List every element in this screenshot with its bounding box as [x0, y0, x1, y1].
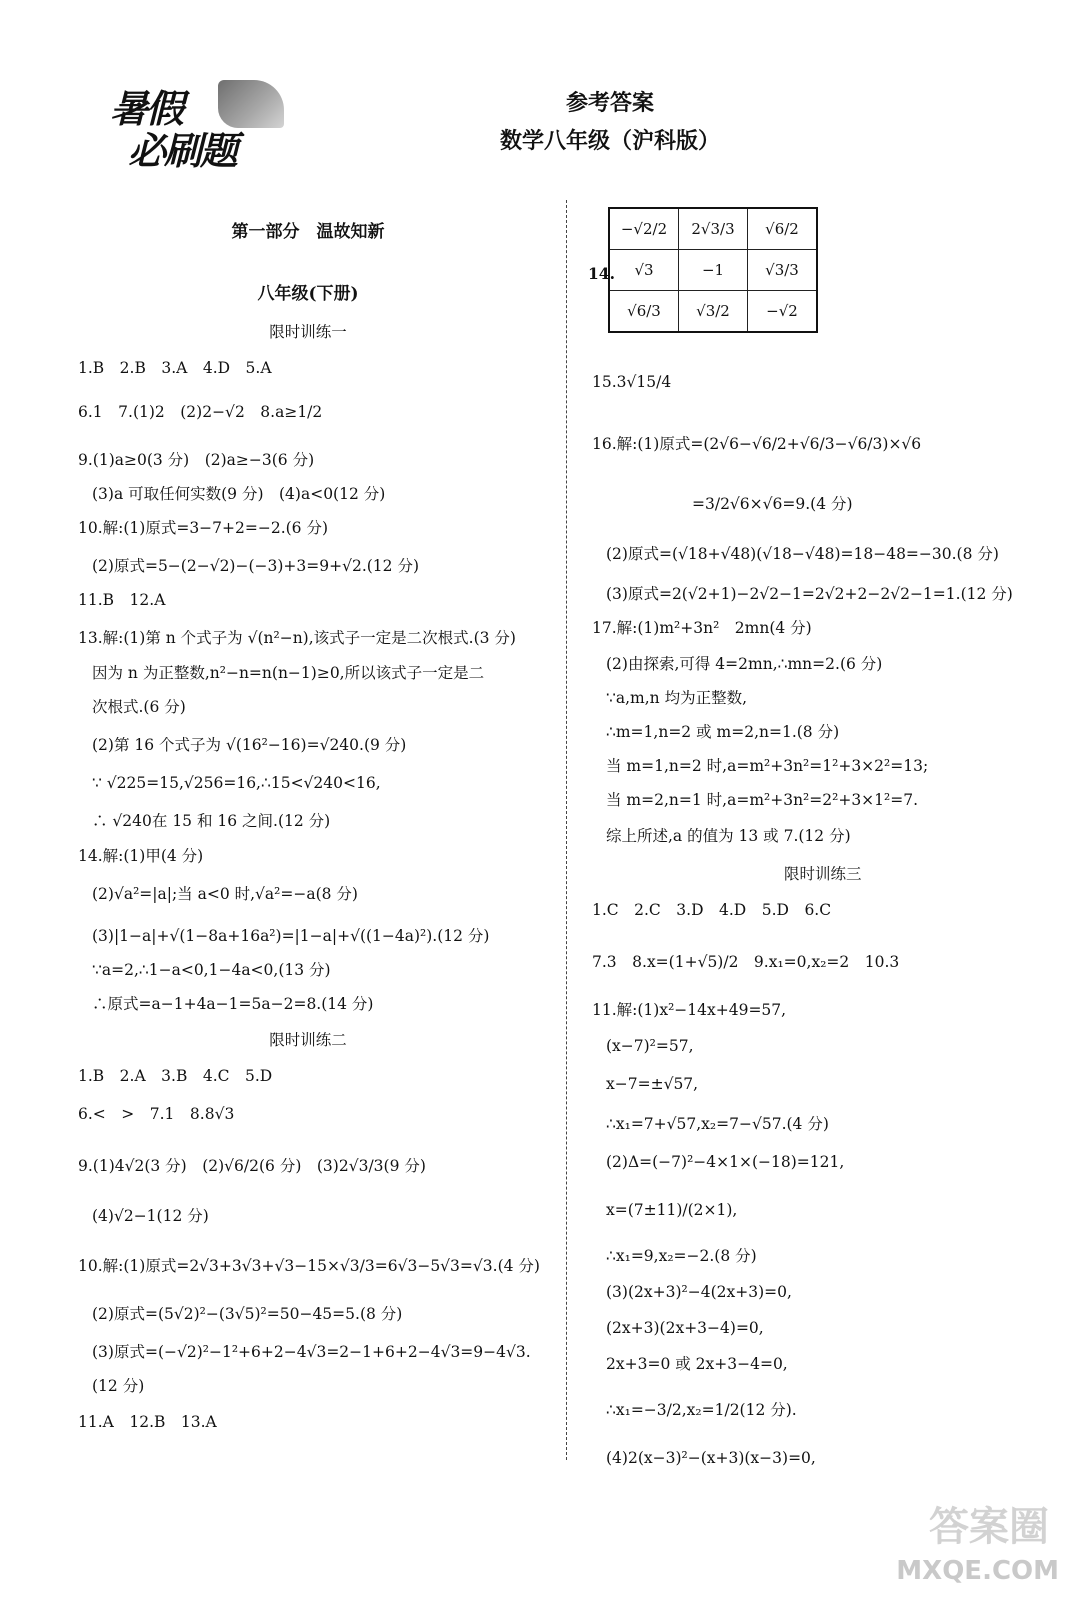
answer-line: ∴ √240在 15 和 16 之间.(12 分) — [92, 812, 331, 830]
answer-line: (2)第 16 个式子为 √(16²−16)=√240.(9 分) — [92, 736, 407, 754]
table-cell: √6/2 — [748, 208, 818, 250]
logo-line2: 必刷题 — [128, 129, 237, 173]
table-row — [609, 291, 817, 333]
answer-line: (2)√a²=|a|;当 a<0 时,√a²=−a(8 分) — [92, 885, 358, 903]
answer-line: (3)a 可取任何实数(9 分) (4)a<0(12 分) — [92, 485, 386, 503]
answer-line: ∴m=1,n=2 或 m=2,n=1.(8 分) — [606, 723, 840, 741]
answer-line: ∴x₁=9,x₂=−2.(8 分) — [606, 1247, 757, 1265]
table-cell: √3 — [609, 250, 679, 291]
watermark-url: MXQE.COM — [896, 1556, 1059, 1586]
answer-line: (3)|1−a|+√(1−8a+16a²)=|1−a|+√((1−4a)²).(12 分) — [92, 927, 490, 945]
answer-line: ∵a,m,n 均为正整数, — [606, 689, 747, 707]
table-cell: −√2 — [748, 291, 818, 333]
answer-line: 1.C 2.C 3.D 4.D 5.D 6.C — [592, 901, 832, 919]
answer-line: (2x+3)(2x+3−4)=0, — [606, 1319, 764, 1337]
answer-line: (4)√2−1(12 分) — [92, 1207, 209, 1225]
table-row — [609, 250, 817, 291]
answer-line: 综上所述,a 的值为 13 或 7.(12 分) — [606, 827, 851, 845]
header-title: 参考答案 — [565, 91, 654, 116]
table-cell: √6/3 — [609, 291, 679, 333]
answer-line: (2)原式=(√18+√48)(√18−√48)=18−48=−30.(8 分) — [606, 545, 999, 563]
table-cell: 2√3/3 — [679, 208, 748, 250]
answer-line: 7.3 8.x=(1+√5)/2 9.x₁=0,x₂=2 10.3 — [592, 953, 900, 971]
answer-line: 17.解:(1)m²+3n² 2mn(4 分) — [592, 619, 812, 637]
answer-line: (2)由探索,可得 4=2mn,∴mn=2.(6 分) — [606, 655, 883, 673]
answer-line: ∵ √225=15,√256=16,∴15<√240<16, — [92, 774, 381, 792]
answer-line: 1.B 2.A 3.B 4.C 5.D — [78, 1067, 273, 1085]
part-title: 第一部分 温故知新 — [231, 222, 385, 242]
answer-line: (3)(2x+3)²−4(2x+3)=0, — [606, 1283, 792, 1301]
answer-line: (3)原式=2(√2+1)−2√2−1=2√2+2−2√2−1=1.(12 分) — [606, 585, 1013, 603]
table-cell: −√2/2 — [609, 208, 679, 250]
section-title: 限时训练二 — [269, 1031, 347, 1049]
answer-line: 次根式.(6 分) — [92, 698, 186, 716]
answer-line: 10.解:(1)原式=3−7+2=−2.(6 分) — [78, 519, 329, 537]
answer-line: 11.B 12.A — [78, 591, 166, 609]
answer-line: (2)Δ=(−7)²−4×1×(−18)=121, — [606, 1153, 845, 1171]
logo-line1: 暑假 — [110, 87, 183, 131]
answer-line: 当 m=1,n=2 时,a=m²+3n²=1²+3×2²=13; — [606, 757, 929, 775]
answer-line: (2)原式=(5√2)²−(3√5)²=50−45=5.(8 分) — [92, 1305, 403, 1323]
answer-line: (x−7)²=57, — [606, 1037, 694, 1055]
answer-line: ∵a=2,∴1−a<0,1−4a<0,(13 分) — [92, 961, 331, 979]
answer-line: ∴x₁=7+√57,x₂=7−√57.(4 分) — [606, 1115, 829, 1133]
table-label: 14. — [588, 264, 615, 283]
answer-line: 1.B 2.B 3.A 4.D 5.A — [78, 359, 272, 377]
answer-line: (3)原式=(−√2)²−1²+6+2−4√3=2−1+6+2−4√3=9−4√3. — [92, 1343, 531, 1361]
table-cell: √3/3 — [748, 250, 818, 291]
answer-line: x=(7±11)/(2×1), — [606, 1201, 738, 1219]
header-subtitle: 数学八年级（沪科版） — [499, 129, 720, 154]
answer-line: 11.解:(1)x²−14x+49=57, — [592, 1001, 787, 1019]
answer-line: 9.(1)4√2(3 分) (2)√6/2(6 分) (3)2√3/3(9 分) — [78, 1157, 426, 1175]
answer-line: 2x+3=0 或 2x+3−4=0, — [606, 1355, 788, 1373]
answer-line: 6.< > 7.1 8.8√3 — [78, 1105, 235, 1123]
logo — [100, 78, 290, 173]
answer-line: (4)2(x−3)²−(x+3)(x−3)=0, — [606, 1449, 816, 1467]
section-title: 限时训练三 — [784, 865, 862, 883]
answer-line: ∴原式=a−1+4a−1=5a−2=8.(14 分) — [92, 995, 374, 1013]
table-row — [609, 208, 817, 250]
answer-line: 11.A 12.B 13.A — [78, 1413, 217, 1431]
table-cell: √3/2 — [679, 291, 748, 333]
magic-square-table — [608, 207, 818, 333]
answer-line: 10.解:(1)原式=2√3+3√3+√3−15×√3/3=6√3−5√3=√3.(4 分) — [78, 1257, 540, 1275]
answer-line: 13.解:(1)第 n 个式子为 √(n²−n),该式子一定是二次根式.(3 分) — [78, 629, 516, 647]
answer-line: 9.(1)a≥0(3 分) (2)a≥−3(6 分) — [78, 451, 315, 469]
grade-title: 八年级(下册) — [257, 284, 359, 304]
answer-line: 14.解:(1)甲(4 分) — [78, 847, 204, 865]
answer-line: 6.1 7.(1)2 (2)2−√2 8.a≥1/2 — [78, 403, 323, 421]
answer-line: 15.3√15/4 — [592, 373, 672, 391]
answer-line: (12 分) — [92, 1377, 145, 1395]
section-title: 限时训练一 — [269, 323, 347, 341]
answer-line: 当 m=2,n=1 时,a=m²+3n²=2²+3×1²=7. — [606, 791, 919, 809]
answer-line: 因为 n 为正整数,n²−n=n(n−1)≥0,所以该式子一定是二 — [92, 664, 485, 682]
answer-line: =3/2√6×√6=9.(4 分) — [692, 495, 853, 513]
answer-line: x−7=±√57, — [606, 1075, 699, 1093]
column-divider — [566, 200, 567, 1460]
answer-line: 16.解:(1)原式=(2√6−√6/2+√6/3−√6/3)×√6 — [592, 435, 922, 453]
watermark-logo: 答案圈 — [929, 1504, 1049, 1550]
answer-line: ∴x₁=−3/2,x₂=1/2(12 分). — [606, 1401, 797, 1419]
table-cell: −1 — [679, 250, 748, 291]
answer-line: (2)原式=5−(2−√2)−(−3)+3=9+√2.(12 分) — [92, 557, 419, 575]
